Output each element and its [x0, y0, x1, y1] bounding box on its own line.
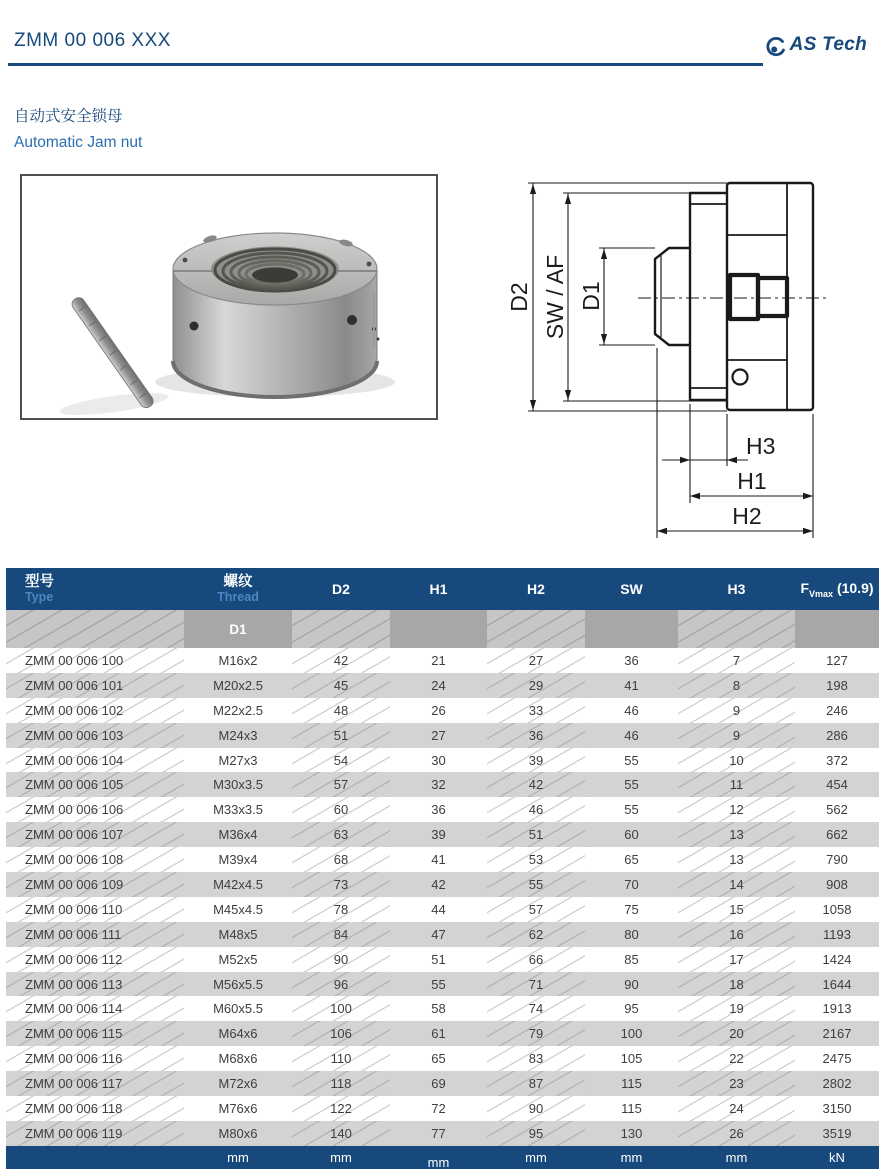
product-photo-frame [20, 174, 438, 420]
table-cell: ZMM 00 006 110 [6, 897, 184, 922]
table-row [6, 1046, 879, 1071]
table-cell: 85 [624, 951, 639, 967]
table-cell: 42 [487, 772, 585, 797]
product-photo [22, 176, 436, 418]
unit-cell: mm [330, 1149, 352, 1165]
table-row [6, 897, 879, 922]
table-cell: 46 [585, 723, 678, 748]
table-cell: M68x6 [218, 1051, 258, 1067]
table-cell: 1193 [795, 922, 879, 947]
unit-cell: mm [427, 1154, 450, 1169]
table-cell: 9 [678, 723, 795, 748]
table-cell: 122 [292, 1096, 390, 1121]
table-cell: 9 [678, 698, 795, 723]
table-cell: ZMM 00 006 103 [6, 723, 184, 748]
page-title: ZMM 00 006 XXX [14, 30, 171, 51]
table-cell: 51 [292, 723, 390, 748]
table-row [6, 748, 879, 773]
table-cell: ZMM 00 006 102 [6, 698, 184, 723]
table-cell: 454 [795, 772, 879, 797]
table-cell: ZMM 00 006 101 [6, 673, 184, 698]
table-cell: ZMM 00 006 104 [6, 748, 184, 773]
table-cell: 73 [292, 872, 390, 897]
table-cell: 1424 [822, 951, 852, 967]
table-cell: 36 [431, 802, 446, 818]
table-cell: ZMM 00 006 117 [6, 1071, 184, 1096]
table-cell: 110 [292, 1046, 390, 1071]
table-cell: 54 [292, 748, 390, 773]
table-cell: 95 [487, 1121, 585, 1146]
table-row [6, 698, 879, 723]
table-cell: 41 [585, 673, 678, 698]
table-cell: M16x2 [218, 652, 258, 668]
table-cell: 130 [585, 1121, 678, 1146]
subheader-cell [6, 610, 184, 648]
table-cell: 95 [624, 1001, 639, 1017]
dim-label-sw-af: SW / AF [542, 254, 568, 340]
table-cell: M60x5.5 [213, 1001, 263, 1017]
product-title-en: Automatic Jam nut [14, 134, 143, 151]
table-row [6, 1071, 879, 1096]
table-cell: 55 [624, 752, 639, 768]
table-cell: 42 [390, 872, 487, 897]
subheader-cell [585, 610, 678, 648]
table-row [6, 772, 879, 797]
table-cell: ZMM 00 006 113 [6, 972, 184, 997]
table-cell: ZMM 00 006 115 [6, 1021, 184, 1046]
table-cell: 90 [585, 972, 678, 997]
subheader-cell [795, 610, 879, 648]
table-cell: M56x5.5 [184, 972, 292, 997]
table-cell: 21 [431, 652, 446, 668]
table-cell: 53 [487, 847, 585, 872]
table-row [6, 1096, 879, 1121]
table-header-row [6, 568, 879, 610]
table-cell: 118 [292, 1071, 390, 1096]
table-cell: 79 [487, 1021, 585, 1046]
unit-cell: mm [227, 1149, 249, 1165]
table-cell: 51 [431, 951, 446, 967]
table-cell: 372 [826, 752, 848, 768]
table-cell: 65 [624, 852, 639, 868]
table-cell: 100 [292, 996, 390, 1021]
table-cell: 36 [487, 723, 585, 748]
table-cell: ZMM 00 006 107 [6, 822, 184, 847]
table-cell: 61 [390, 1021, 487, 1046]
table-cell: 22 [678, 1046, 795, 1071]
table-cell: M30x3.5 [184, 772, 292, 797]
table-cell: ZMM 00 006 106 [6, 797, 184, 822]
unit-cell: mm [525, 1149, 547, 1165]
table-cell: 26 [678, 1121, 795, 1146]
table-cell: 127 [826, 652, 848, 668]
table-cell: 662 [795, 822, 879, 847]
dim-label-d1: D1 [578, 281, 604, 311]
dim-label-h2: H2 [732, 503, 762, 529]
table-cell: M80x6 [184, 1121, 292, 1146]
table-cell: 72 [431, 1100, 446, 1116]
table-cell: 13 [678, 822, 795, 847]
table-cell: 29 [487, 673, 585, 698]
table-cell: 2802 [795, 1071, 879, 1096]
table-cell: ZMM 00 006 114 [6, 996, 184, 1021]
col-header-type: 型号 Type [25, 574, 54, 604]
header-rule [8, 63, 763, 66]
table-cell: 74 [487, 996, 585, 1021]
table-cell: 75 [624, 901, 639, 917]
table-cell: ZMM 00 006 116 [6, 1046, 184, 1071]
table-cell: 70 [585, 872, 678, 897]
table-cell: M22x2.5 [213, 702, 263, 718]
col-header-h3: H3 [727, 581, 746, 597]
table-cell: 71 [487, 972, 585, 997]
table-cell: 16 [678, 922, 795, 947]
table-cell: 36 [624, 652, 639, 668]
brand-logo [762, 28, 867, 62]
table-cell: M48x5 [184, 922, 292, 947]
table-cell: 55 [624, 802, 639, 818]
table-cell: 55 [487, 872, 585, 897]
table-cell: 18 [678, 972, 795, 997]
table-cell: 2167 [795, 1021, 879, 1046]
subheader-cell [292, 610, 390, 648]
table-cell: 60 [292, 797, 390, 822]
table-cell: M36x4 [184, 822, 292, 847]
table-cell: ZMM 00 006 105 [6, 772, 184, 797]
table-cell: 12 [678, 797, 795, 822]
table-row [6, 847, 879, 872]
table-cell: 84 [292, 922, 390, 947]
col-header-h2: H2 [527, 581, 545, 597]
table-cell: M20x2.5 [184, 673, 292, 698]
table-cell: 45 [292, 673, 390, 698]
table-cell: 19 [678, 996, 795, 1021]
table-row [6, 947, 879, 972]
table-units-row [6, 1146, 879, 1169]
technical-drawing [480, 158, 879, 553]
table-cell: 20 [678, 1021, 795, 1046]
table-cell: 11 [678, 772, 795, 797]
table-cell: 42 [292, 648, 390, 673]
table-cell: 65 [431, 1051, 446, 1067]
table-row [6, 872, 879, 897]
table-cell: 48 [292, 698, 390, 723]
table-cell: M42x4.5 [184, 872, 292, 897]
table-row [6, 822, 879, 847]
table-cell: M64x6 [184, 1021, 292, 1046]
table-cell: 105 [620, 1051, 643, 1067]
subheader-cell [390, 610, 487, 648]
table-cell: 1644 [795, 972, 879, 997]
table-cell: 908 [795, 872, 879, 897]
table-cell: 41 [431, 852, 446, 868]
table-cell: 26 [431, 702, 446, 718]
table-row [6, 972, 879, 997]
table-cell: ZMM 00 006 118 [6, 1096, 184, 1121]
dim-label-h3: H3 [746, 433, 776, 459]
table-cell: 3150 [822, 1100, 852, 1116]
unit-cell [6, 1146, 184, 1169]
table-cell: 32 [390, 772, 487, 797]
table-cell: 140 [292, 1121, 390, 1146]
table-row [6, 723, 879, 748]
table-cell: 246 [826, 702, 848, 718]
table-cell: ZMM 00 006 109 [6, 872, 184, 897]
col-header-sw: SW [620, 581, 643, 597]
col-header-thread: 螺纹 Thread [217, 574, 259, 604]
table-cell: 96 [292, 972, 390, 997]
table-cell: 24 [390, 673, 487, 698]
table-cell: 55 [585, 772, 678, 797]
table-cell: M33x3.5 [213, 802, 263, 818]
table-cell: 68 [292, 847, 390, 872]
table-body [6, 648, 879, 1146]
table-cell: M76x6 [218, 1100, 258, 1116]
spec-table [6, 568, 879, 1169]
unit-cell: kN [829, 1149, 845, 1165]
logo-mark-icon [762, 28, 788, 62]
table-cell: 115 [621, 1100, 642, 1116]
col-header-fvmax: $F_{Vmax}$ (10.9) [800, 579, 874, 599]
table-row [6, 797, 879, 822]
table-cell: 198 [795, 673, 879, 698]
table-cell: 10 [678, 748, 795, 773]
table-cell: ZMM 00 006 111 [6, 922, 184, 947]
table-row [6, 673, 879, 698]
subheader-cell-d1: D1 [184, 610, 292, 648]
table-cell: 562 [826, 802, 848, 818]
table-cell: 33 [487, 698, 585, 723]
table-cell: 39 [487, 748, 585, 773]
table-cell: 30 [431, 752, 446, 768]
table-cell: 27 [390, 723, 487, 748]
table-cell: 55 [390, 972, 487, 997]
table-cell: 78 [292, 897, 390, 922]
table-cell: 90 [292, 947, 390, 972]
table-cell: ZMM 00 006 112 [6, 947, 184, 972]
table-cell: 14 [678, 872, 795, 897]
table-cell: 83 [487, 1046, 585, 1071]
table-cell: 66 [487, 947, 585, 972]
table-cell: 58 [431, 1001, 446, 1017]
table-cell: 24 [678, 1096, 795, 1121]
table-cell: 57 [292, 772, 390, 797]
col-header-h1: H1 [429, 581, 448, 597]
table-cell: 8 [678, 673, 795, 698]
dim-label-d2: D2 [506, 282, 532, 312]
table-cell: M24x3 [184, 723, 292, 748]
table-cell: 77 [390, 1121, 487, 1146]
subheader-cell [678, 610, 795, 648]
table-cell: 790 [826, 852, 848, 868]
table-cell: 13 [678, 847, 795, 872]
table-cell: 62 [487, 922, 585, 947]
table-cell: 1058 [822, 901, 852, 917]
table-cell: 17 [678, 947, 795, 972]
table-cell: 90 [487, 1096, 585, 1121]
table-cell: 15 [678, 897, 795, 922]
table-cell: M27x3 [218, 752, 258, 768]
table-cell: 51 [487, 822, 585, 847]
table-cell: 63 [292, 822, 390, 847]
table-row [6, 648, 879, 673]
table-cell: 60 [585, 822, 678, 847]
table-cell: ZMM 00 006 100 [6, 648, 184, 673]
table-cell: 57 [487, 897, 585, 922]
col-header-d2: D2 [332, 581, 350, 597]
table-cell: 106 [292, 1021, 390, 1046]
table-cell: M39x4 [218, 852, 258, 868]
unit-cell: mm [620, 1149, 643, 1165]
table-cell: ZMM 00 006 108 [6, 847, 184, 872]
product-title-zh: 自动式安全锁母 [14, 108, 123, 125]
table-cell: M45x4.5 [213, 901, 263, 917]
table-cell: 69 [390, 1071, 487, 1096]
unit-cell: mm [725, 1149, 748, 1165]
table-cell: 115 [585, 1071, 678, 1096]
brand-name: AS Tech [789, 34, 867, 55]
table-row [6, 996, 879, 1021]
table-cell: 47 [390, 922, 487, 947]
table-cell: 23 [678, 1071, 795, 1096]
table-row [6, 922, 879, 947]
table-cell: 7 [678, 648, 795, 673]
table-cell: 39 [390, 822, 487, 847]
table-cell: 44 [431, 901, 446, 917]
table-cell: 87 [487, 1071, 585, 1096]
table-cell: 3519 [795, 1121, 879, 1146]
table-cell: 80 [585, 922, 678, 947]
table-cell: ZMM 00 006 119 [6, 1121, 184, 1146]
table-cell: M72x6 [184, 1071, 292, 1096]
subheader-cell [487, 610, 585, 648]
table-cell: 100 [585, 1021, 678, 1046]
dim-label-h1: H1 [737, 468, 767, 494]
table-row [6, 1121, 879, 1146]
table-row [6, 1021, 879, 1046]
table-cell: 46 [487, 797, 585, 822]
table-cell: M52x5 [218, 951, 258, 967]
table-subheader-row [6, 610, 879, 648]
table-cell: 2475 [822, 1051, 852, 1067]
table-cell: 27 [487, 648, 585, 673]
table-cell: 46 [624, 702, 639, 718]
table-cell: 1913 [822, 1001, 852, 1017]
table-cell: 286 [795, 723, 879, 748]
